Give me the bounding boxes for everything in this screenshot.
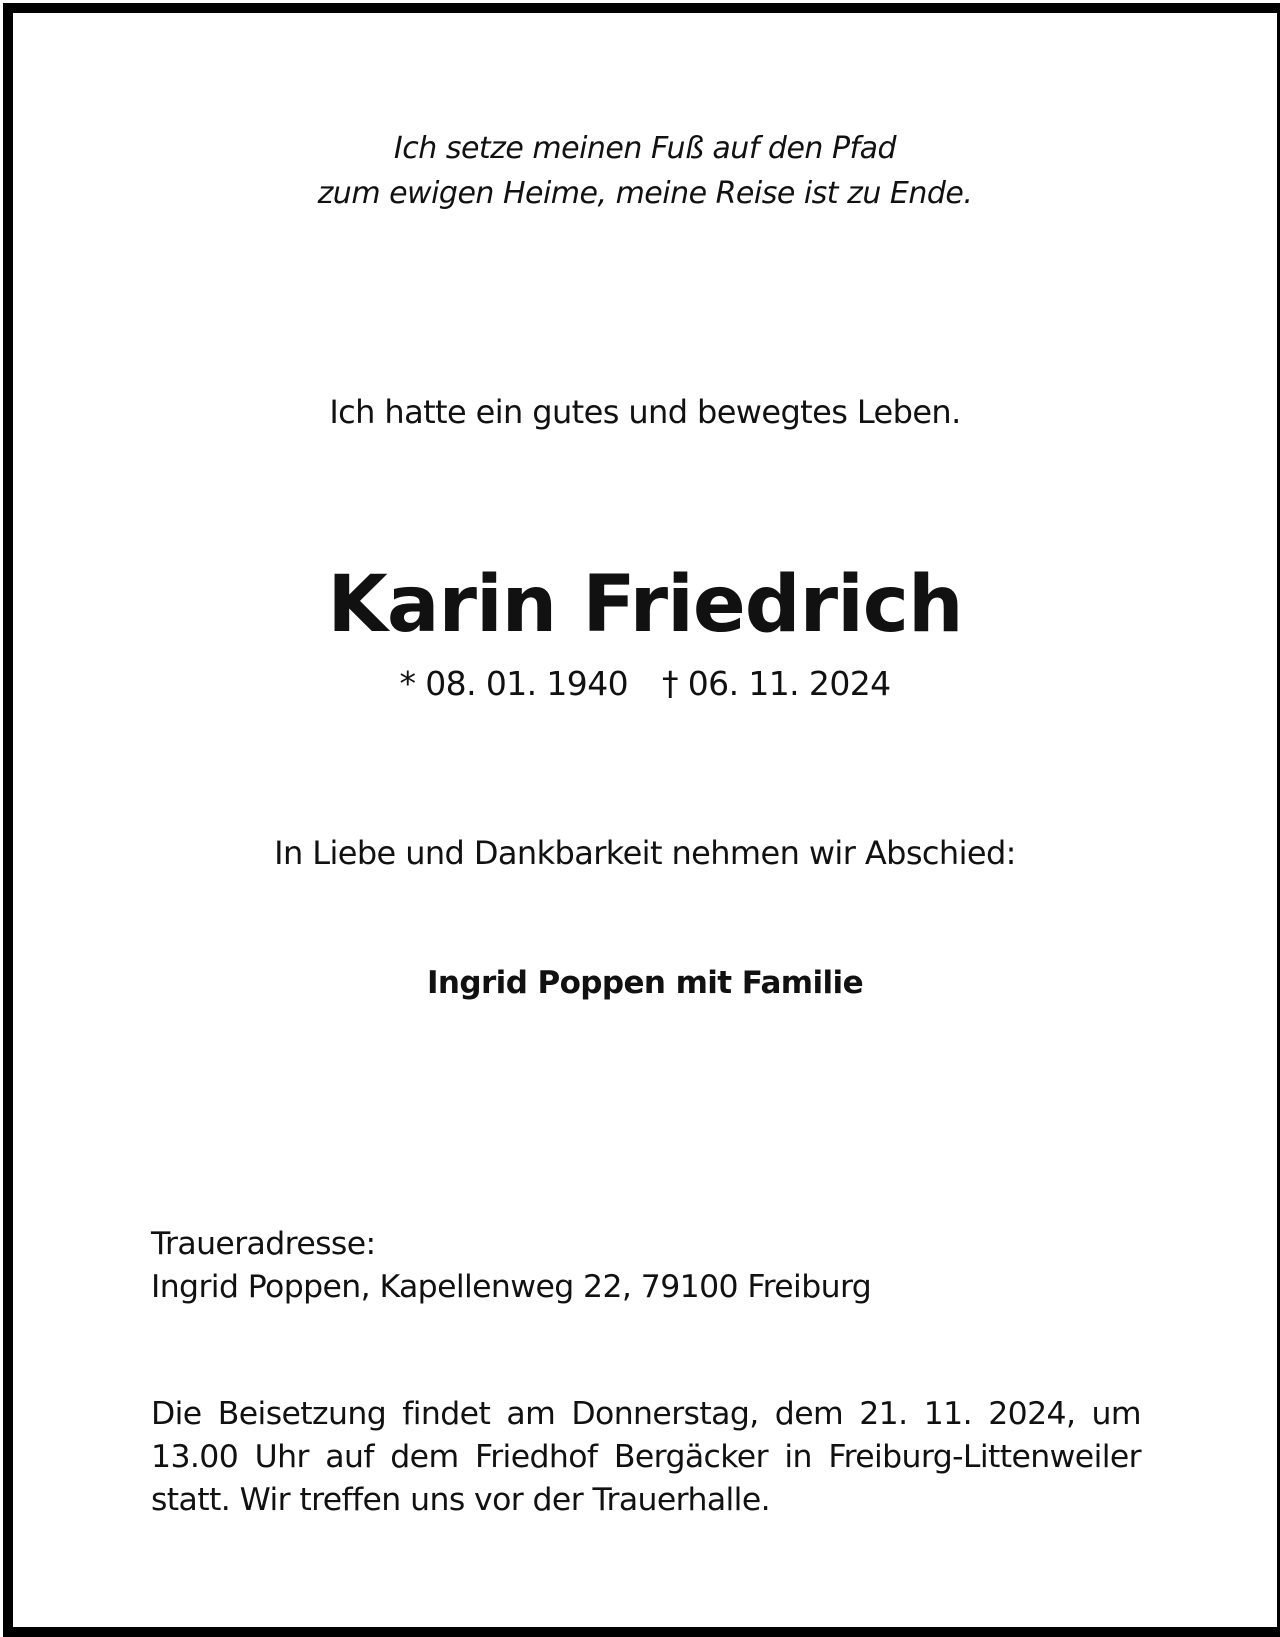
mourners-name: Ingrid Poppen mit Familie	[427, 965, 863, 1001]
address-value: Ingrid Poppen, Kapellenweg 22, 79100 Freiburg	[151, 1269, 872, 1305]
funeral-line-1: Die Beisetzung findet am Donnerstag, dem 21. 11. 2024, um	[151, 1396, 1141, 1432]
deceased-name: Karin Friedrich	[327, 560, 963, 650]
address-label: Traueradresse:	[151, 1226, 376, 1262]
funeral-line-2: 13.00 Uhr auf dem Friedhof Bergäcker in Freiburg-Littenweiler	[151, 1439, 1141, 1475]
death-date: † 06. 11. 2024	[662, 664, 891, 703]
life-dates	[13, 664, 1277, 703]
obituary-frame	[3, 3, 1280, 1637]
mourning-address	[151, 1223, 1141, 1309]
funeral-line-3: statt. Wir treffen uns vor der Trauerhalle.	[151, 1482, 771, 1518]
motto-line-1: Ich setze meinen Fuß auf den Pfad	[393, 131, 897, 166]
life-statement: Ich hatte ein gutes und bewegtes Leben.	[329, 393, 961, 431]
funeral-notice	[151, 1393, 1141, 1522]
motto-line-2: zum ewigen Heime, meine Reise ist zu Ende.	[317, 176, 973, 211]
birth-date: * 08. 01. 1940	[399, 664, 628, 703]
farewell-text: In Liebe und Dankbarkeit nehmen wir Abschied:	[274, 834, 1016, 872]
